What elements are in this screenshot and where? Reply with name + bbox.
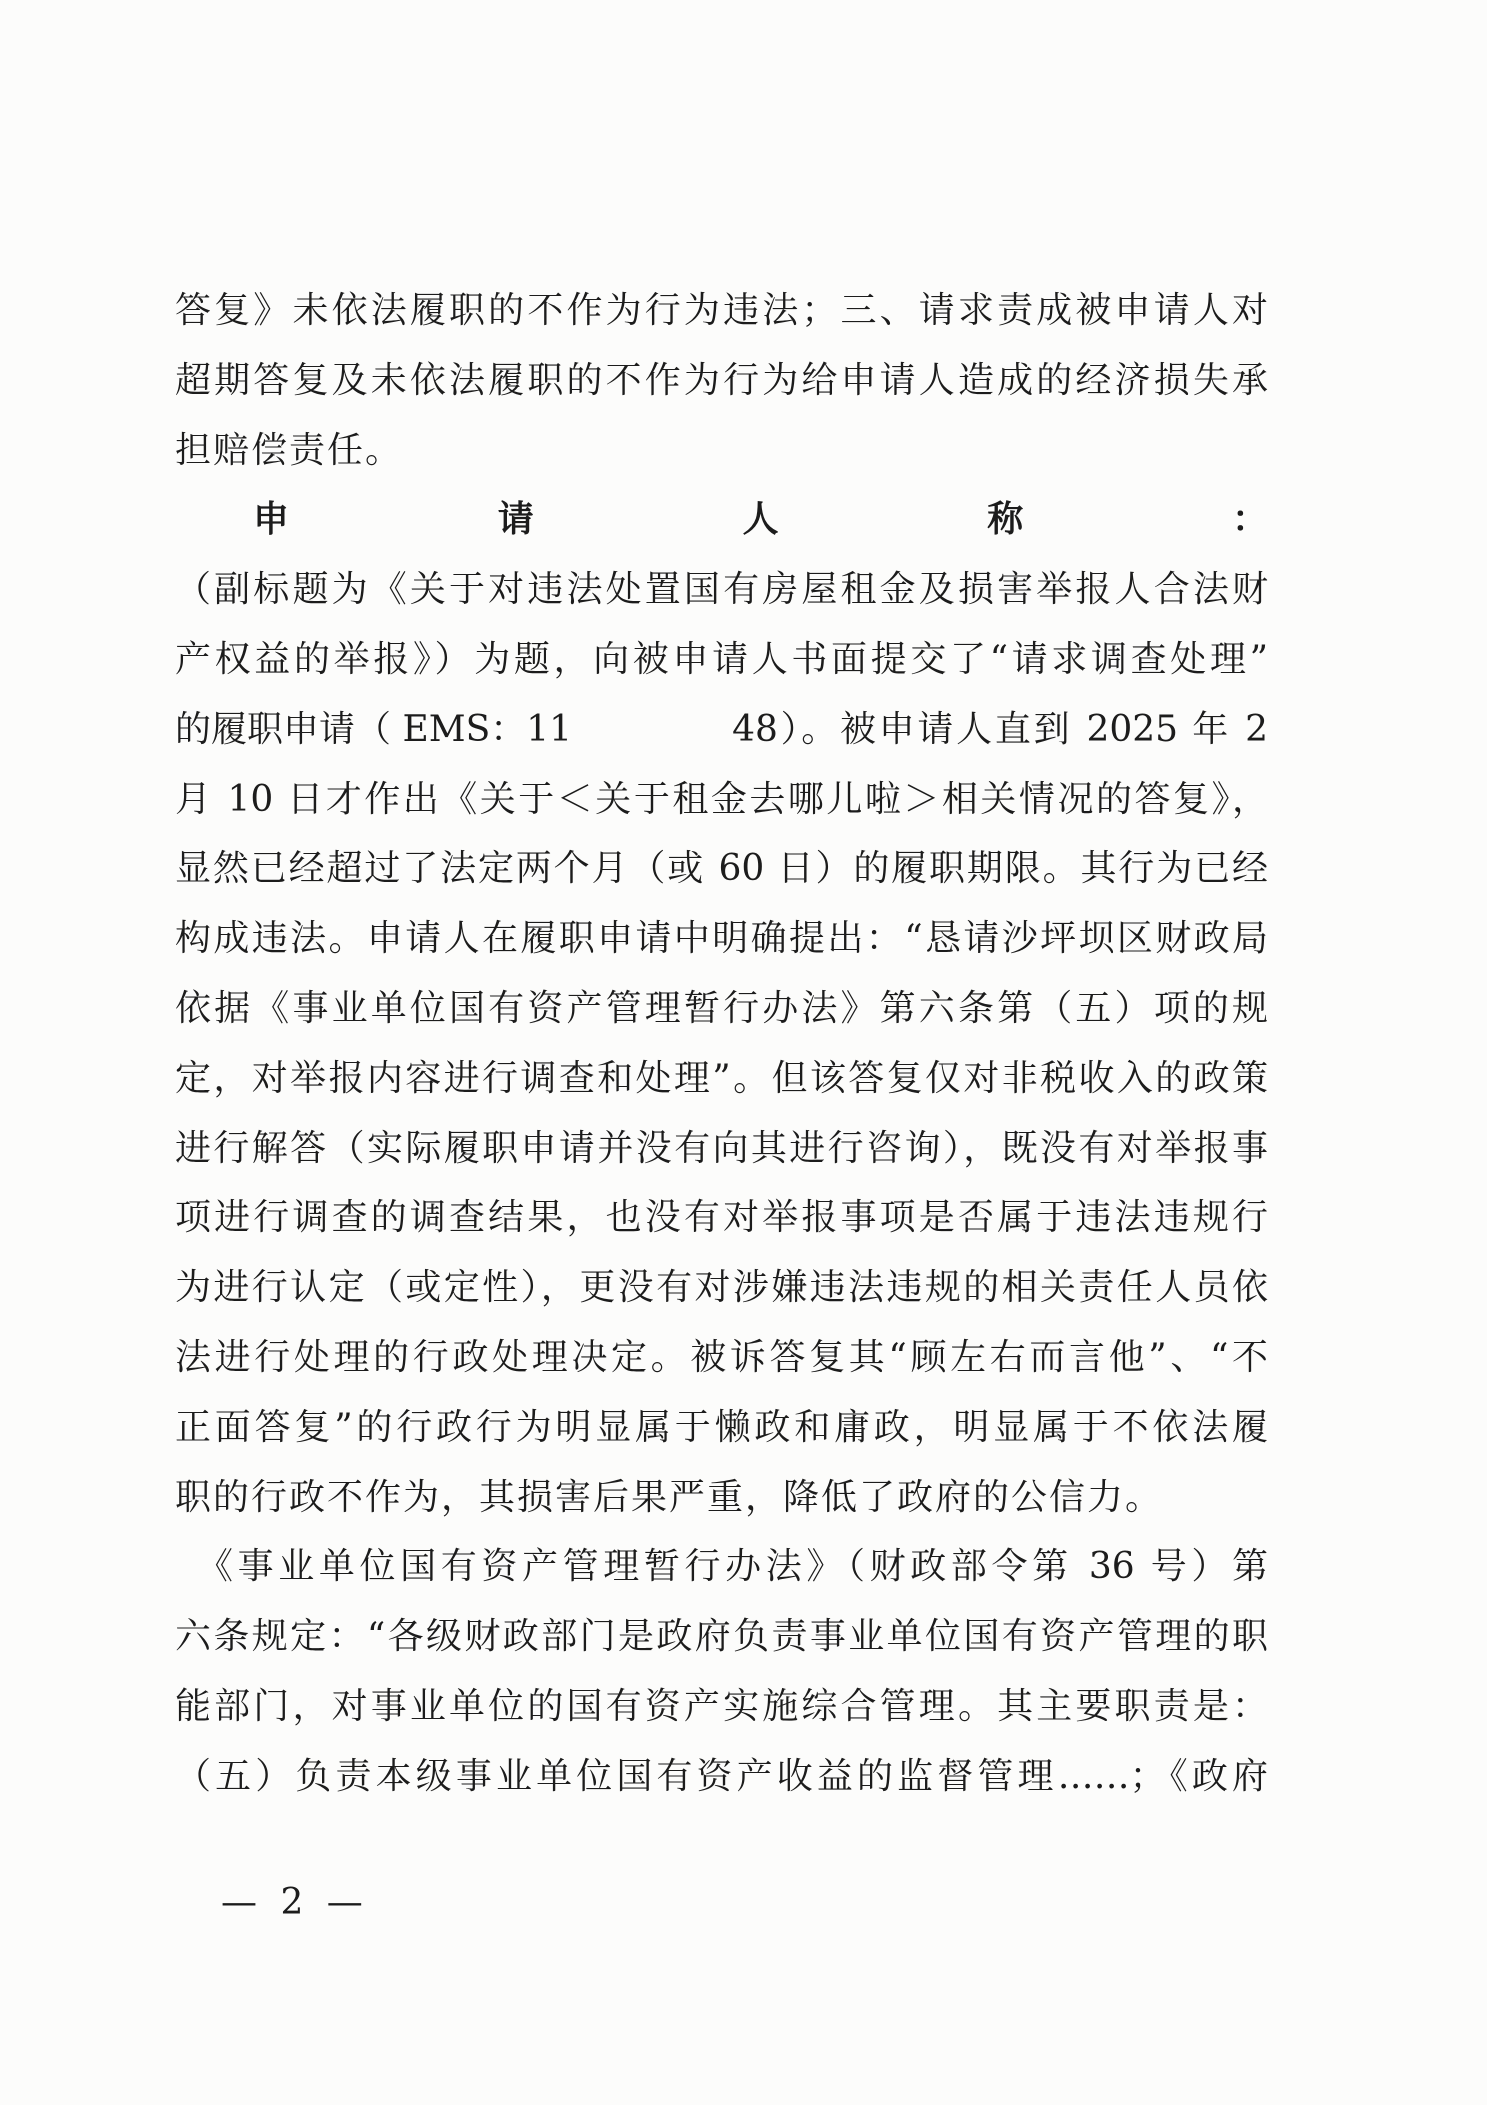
text-line: 能部门，对事业单位的国有资产实施综合管理。其主要职责是： — [175, 1685, 1268, 1727]
text-line: 超期答复及未依法履职的不作为行为给申请人造成的经济损失承 — [175, 359, 1268, 401]
text-line — [175, 695, 1268, 765]
text-line — [175, 485, 1268, 555]
text-line: （副标题为《关于对违法处置国有房屋租金及损害举报人合法财 — [175, 569, 1268, 611]
text-line: 依据《事业单位国有资产管理暂行办法》第六条第（五）项的规 — [175, 987, 1268, 1029]
text-line: 进行解答（实际履职申请并没有向其进行咨询），既没有对举报事 — [175, 1127, 1268, 1169]
text-line: 产权益的举报》）为题，向被申请人书面提交了“请求调查处理” — [175, 638, 1268, 680]
text-line: 构成违法。申请人在履职申请中明确提出：“恳请沙坪坝区财政局 — [175, 918, 1268, 960]
page-number: — 2 — — [221, 1882, 369, 1923]
redacted-gap — [572, 729, 732, 730]
text-line-content: 的履职申请（ EMS：11 — [175, 708, 573, 750]
text-line: 为进行认定（或定性），更没有对涉嫌违法违规的相关责任人员依 — [175, 1267, 1268, 1309]
body-text — [175, 276, 1268, 1812]
text-line: 担赔偿责任。 — [175, 429, 404, 471]
text-line: 项进行调查的调查结果，也没有对举报事项是否属于违法违规行 — [175, 1197, 1268, 1239]
text-line: 六条规定：“各级财政部门是政府负责事业单位国有资产管理的职 — [175, 1616, 1268, 1658]
text-line: 显然已经超过了法定两个月（或 60 日）的履职期限。其行为已经 — [175, 848, 1268, 890]
text-line: 正面答复”的行政行为明显属于懒政和庸政，明显属于不依法履 — [175, 1406, 1268, 1448]
paragraph-lead: 申请人称： — [253, 498, 1268, 541]
text-line: 《事业单位国有资产管理暂行办法》（财政部令第 36 号）第 — [197, 1546, 1268, 1588]
text-line-content: 48）。被申请人直到 2025 年 2 — [732, 708, 1268, 750]
text-line: 定，对举报内容进行调查和处理”。但该答复仅对非税收入的政策 — [175, 1057, 1268, 1099]
text-line: 职的行政不作为，其损害后果严重，降低了政府的公信力。 — [175, 1476, 1164, 1518]
text-line: 法进行处理的行政处理决定。被诉答复其“顾左右而言他”、“不 — [175, 1336, 1268, 1378]
text-line: 月 10 日才作出《关于＜关于租金去哪儿啦＞相关情况的答复》， — [175, 778, 1268, 820]
text-line: （五）负责本级事业单位国有资产收益的监督管理……；《政府 — [175, 1755, 1268, 1797]
text-line: 答复》未依法履职的不作为行为违法；三、请求责成被申请人对 — [175, 290, 1268, 331]
